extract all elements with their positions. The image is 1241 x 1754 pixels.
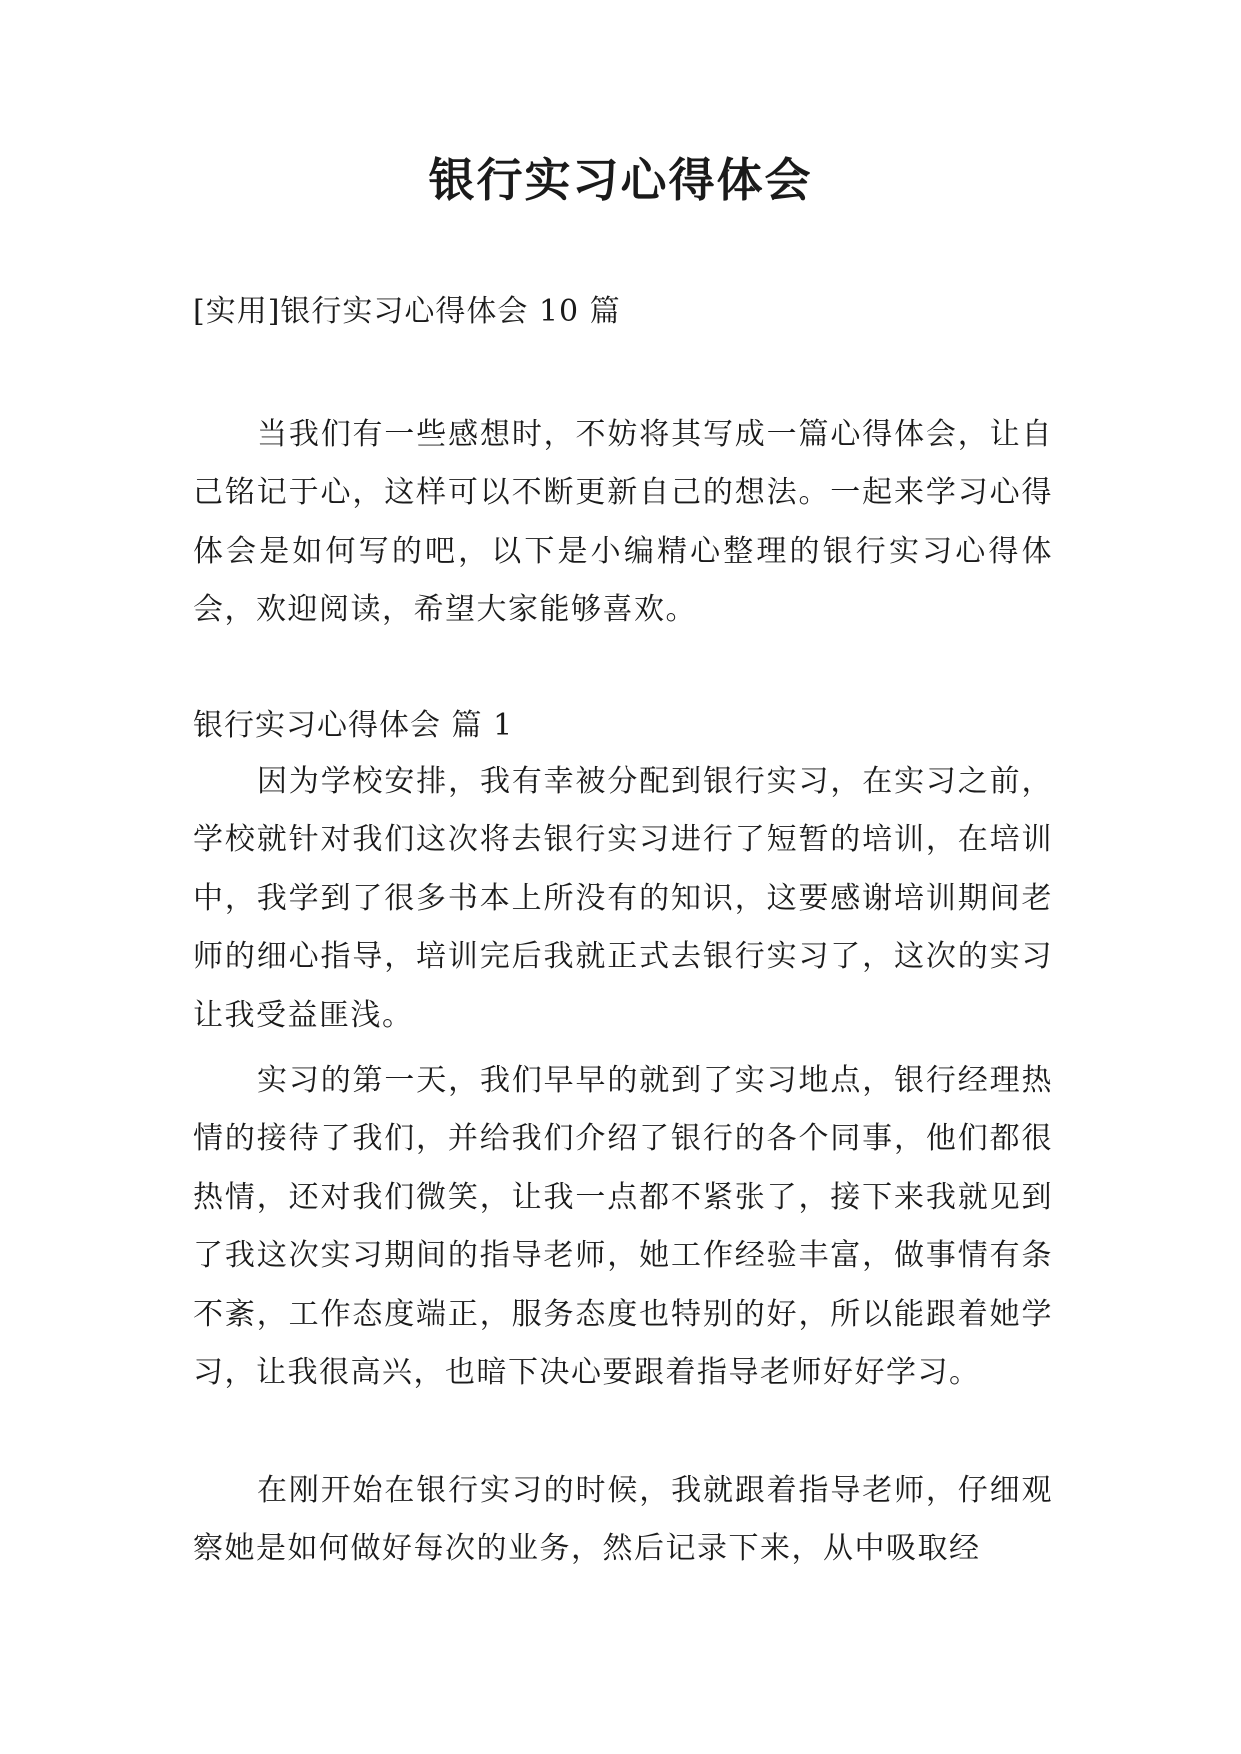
section-heading: 银行实习心得体会 篇 1 — [193, 708, 514, 743]
intro-paragraph: 当我们有一些感想时，不妨将其写成一篇心得体会，让自己铭记于心，这样可以不断更新自己的想法。一起来学习心得体会是如何写的吧，以下是小编精心整理的银行实习心得体会，欢迎阅读，希望大家能够喜欢。 — [193, 417, 1053, 628]
document-title: 银行实习心得体会 — [428, 153, 813, 207]
body-paragraph-1: 因为学校安排，我有幸被分配到银行实习，在实习之前，学校就针对我们这次将去银行实习进行了短暂的培训，在培训中，我学到了很多书本上所没有的知识，这要感谢培训期间老师的细心指导，培训完后我就正式去银行实习了，这次的实习让我受益匪浅。 — [193, 764, 1053, 1033]
document-subtitle: [实用]银行实习心得体会 10 篇 — [193, 294, 621, 329]
body-paragraph-2: 实习的第一天，我们早早的就到了实习地点，银行经理热情的接待了我们，并给我们介绍了银行的各个同事，他们都很热情，还对我们微笑，让我一点都不紧张了，接下来我就见到了我这次实习期间的指导老师，她工作经验丰富，做事情有条不紊，工作态度端正，服务态度也特别的好，所以能跟着她学习，让我很高兴，也暗下决心要跟着指导老师好好学习。 — [193, 1063, 1053, 1391]
body-paragraph-3: 在刚开始在银行实习的时候，我就跟着指导老师，仔细观察她是如何做好每次的业务，然后记录下来，从中吸取经 — [193, 1473, 1053, 1567]
